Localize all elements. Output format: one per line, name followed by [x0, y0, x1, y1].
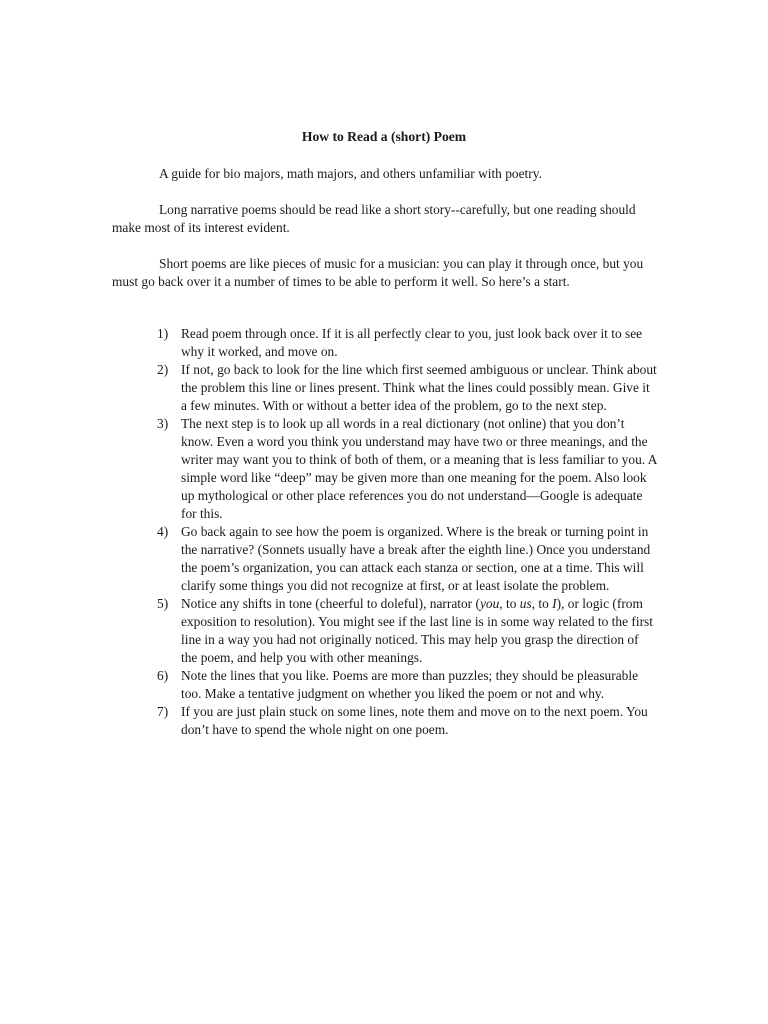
step-number: 3) — [157, 416, 169, 431]
step-text-part: Notice any shifts in tone (cheerful to doleful), narrator ( — [181, 596, 480, 611]
step-text-part: ), or logic (from exposition to resolution). You might see if the last line is in some way related to the first line in a way you had not originally noticed. This may help you grasp the direction of the poem, and help you with other meanings. — [181, 596, 653, 665]
intro-paragraph-short-poems: Short poems are like pieces of music for a musician: you can play it through once, but you must go back over it a number of times to be able to perform it well. So here’s a start. — [112, 256, 644, 289]
document-title: How to Read a (short) Poem — [301, 129, 467, 144]
step-text-part: , to — [531, 596, 553, 611]
step-text: Note the lines that you like. Poems are more than puzzles; they should be pleasurable too. Make a tentative judgment on whether you liked the poem or not and why. — [181, 668, 639, 701]
step-text: Go back again to see how the poem is organized. Where is the break or turning point in the narrative? (Sonnets usually have a break after the eighth line.) Once you understand the poem’s organization, you can attack each stanza or section, one at a time. This will clarify some things you did not recognize at first, or at least isolate the problem. — [181, 524, 651, 593]
step-item-3 — [157, 415, 657, 523]
step-item-1 — [157, 325, 657, 361]
step-text-emphasis: us — [519, 596, 532, 611]
step-text-emphasis: you — [479, 596, 500, 611]
step-item-2 — [157, 361, 657, 415]
step-number: 7) — [157, 704, 169, 719]
step-text — [181, 595, 657, 667]
steps-list — [157, 325, 657, 739]
step-text-emphasis: I — [552, 596, 557, 611]
step-number: 5) — [157, 596, 169, 611]
step-text-part: , to — [499, 596, 520, 611]
step-text: The next step is to look up all words in a real dictionary (not online) that you don’t know. Even a word you think you understand may have two or three meanings, and the writer may want you to think of both of them, or a meaning that is less familiar to you. A simple word like “deep” may be given more than one meaning for the poem. Also look up mythological or other place references you do not understand—Google is adequate for this. — [181, 416, 657, 521]
step-number: 2) — [157, 362, 169, 377]
step-number: 6) — [157, 668, 169, 683]
step-text: If you are just plain stuck on some lines, note them and move on to the next poem. You don’t have to spend the whole night on one poem. — [181, 704, 648, 737]
step-number: 4) — [157, 524, 169, 539]
step-item-5 — [157, 595, 657, 667]
step-text: If not, go back to look for the line which first seemed ambiguous or unclear. Think about the problem this line or lines present. Think what the lines could possibly mean. Give it a few minutes. With or without a better idea of the problem, go to the next step. — [181, 362, 657, 413]
step-number: 1) — [157, 326, 169, 341]
step-item-6 — [157, 667, 657, 703]
intro-paragraph-narrative: Long narrative poems should be read like a short story--carefully, but one reading should make most of its interest evident. — [112, 202, 636, 235]
step-item-4 — [157, 523, 657, 595]
intro-paragraph-guide: A guide for bio majors, math majors, and others unfamiliar with poetry. — [159, 166, 542, 181]
step-item-7 — [157, 703, 657, 739]
step-text: Read poem through once. If it is all perfectly clear to you, just look back over it to see why it worked, and move on. — [181, 326, 643, 359]
